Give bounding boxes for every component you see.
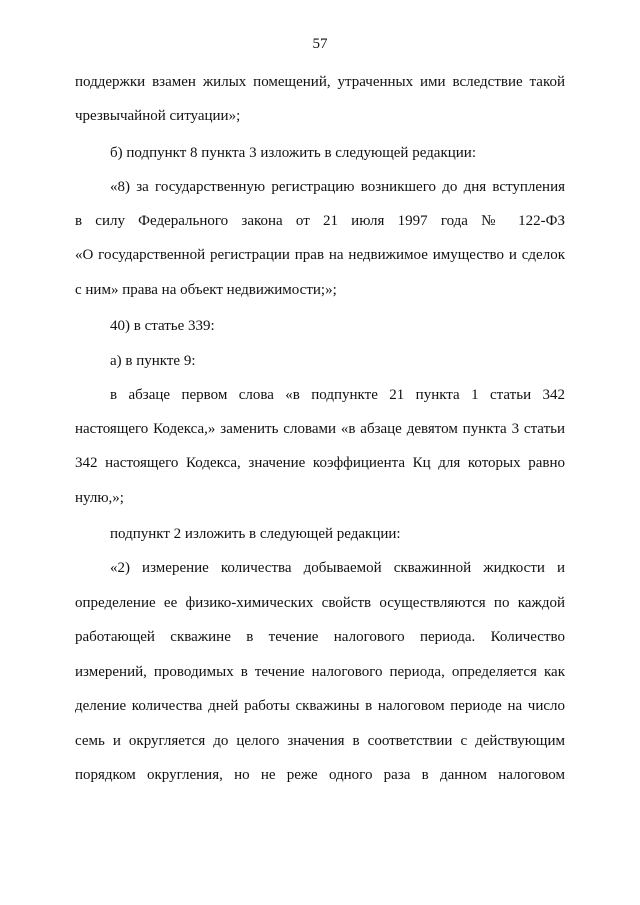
text-line-1: поддержки взамен жилых помещений, утраченных ими вследствие такой <box>75 74 565 90</box>
text-line-8: 40) в статье 339: <box>110 318 215 334</box>
text-line-15: «2) измерение количества добываемой скважинной жидкости и <box>110 560 565 576</box>
text-line-10: в абзаце первом слова «в подпункте 21 пункта 1 статьи 342 <box>110 387 565 403</box>
text-line-21: порядком округления, но не реже одного раза в данном налоговом <box>75 767 565 783</box>
text-line-14: подпункт 2 изложить в следующей редакции: <box>110 526 401 542</box>
text-line-5: в силу Федерального закона от 21 июля 1997 года № 122-ФЗ <box>75 213 565 229</box>
text-line-2: чрезвычайной ситуации»; <box>75 108 241 124</box>
text-line-4: «8) за государственную регистрацию возникшего до дня вступления <box>110 179 565 195</box>
text-line-11: настоящего Кодекса,» заменить словами «в абзаце девятом пункта 3 статьи <box>75 421 565 437</box>
text-line-20: семь и округляется до целого значения в соответствии с действующим <box>75 733 565 749</box>
text-line-6: «О государственной регистрации прав на недвижимое имущество и сделок <box>75 247 565 263</box>
text-line-16: определение ее физико-химических свойств осуществляются по каждой <box>75 595 565 611</box>
page-number: 57 <box>312 36 328 52</box>
text-line-13: нулю,»; <box>75 490 124 506</box>
text-line-18: измерений, проводимых в течение налогового периода, определяется как <box>75 664 565 680</box>
text-line-19: деление количества дней работы скважины в налоговом периоде на число <box>75 698 565 714</box>
text-line-12: 342 настоящего Кодекса, значение коэффициента Кц для которых равно <box>75 455 565 471</box>
text-line-7: с ним» права на объект недвижимости;»; <box>75 282 337 298</box>
text-line-9: а) в пункте 9: <box>110 353 196 369</box>
text-line-17: работающей скважине в течение налогового периода. Количество <box>75 629 565 645</box>
text-line-3: б) подпункт 8 пункта 3 изложить в следующей редакции: <box>110 145 476 161</box>
